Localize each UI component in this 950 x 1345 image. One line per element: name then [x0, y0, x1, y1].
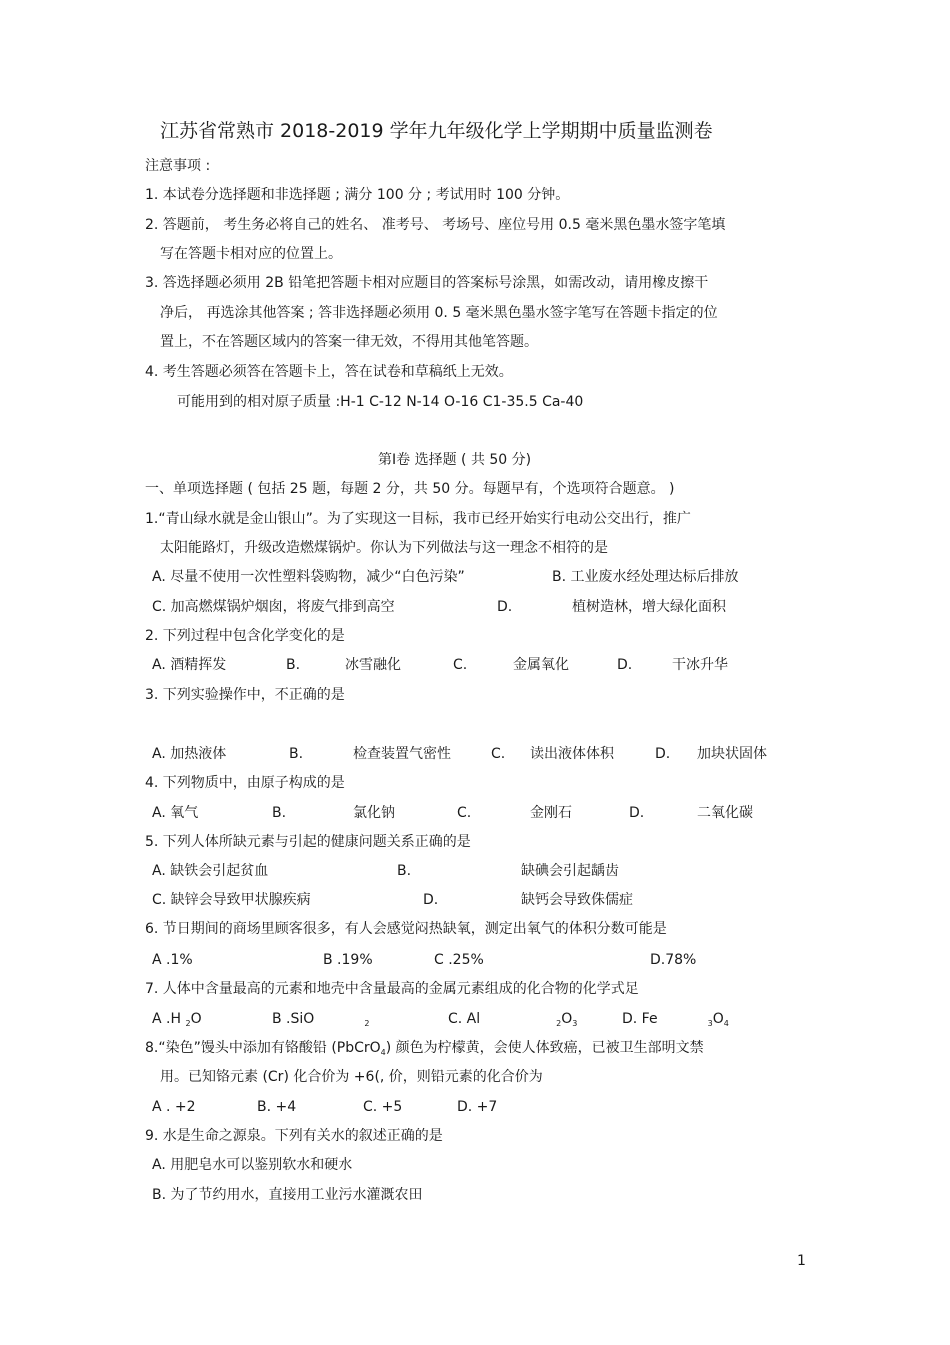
q5-option-a: A. 缺铁会引起贫血	[152, 863, 269, 879]
q2-option-c-label: C.	[453, 657, 468, 673]
q7-option-d	[622, 1010, 729, 1030]
q7-d-text: D. Fe	[622, 1011, 658, 1027]
q5-option-b-label: B.	[397, 863, 412, 879]
q3-option-a: A. 加热液体	[152, 746, 227, 762]
q3-option-d-text: 加块状固体	[697, 746, 767, 762]
q7-d-subscript-2: 4	[723, 1019, 729, 1028]
q1-option-a: A. 尽量不使用一次性塑料袋购物，减少“白色污染”	[152, 569, 465, 585]
q5-stem: 5. 下列人体所缺元素与引起的健康问题关系正确的是	[145, 834, 471, 850]
page-title: 江苏省常熟市 2018-2019 学年九年级化学上学期期中质量监测卷	[160, 120, 713, 142]
q6-stem: 6. 节日期间的商场里顾客很多，有人会感觉闷热缺氧，测定出氧气的体积分数可能是	[145, 921, 667, 937]
q8-stem-text: 8.“染色”馒头中添加有铬酸铅 (PbCrO	[145, 1040, 381, 1056]
q9-stem: 9. 水是生命之源泉。下列有关水的叙述正确的是	[145, 1128, 443, 1144]
q4-option-a: A. 氧气	[152, 805, 199, 821]
q8-stem-text-tail: ) 颜色为柠檬黄，会使人体致癌，已被卫生部明文禁	[385, 1040, 704, 1056]
q5-option-d-label: D.	[423, 892, 439, 908]
page-number: 1	[797, 1253, 806, 1269]
q6-option-c: C .25%	[434, 952, 484, 968]
q7-a-text-tail: O	[190, 1011, 202, 1027]
q3-option-d-label: D.	[655, 746, 671, 762]
q5-option-b-text: 缺碘会引起龋齿	[521, 863, 619, 879]
q2-option-d-text: 干冰升华	[672, 657, 728, 673]
q4-option-d-label: D.	[629, 805, 645, 821]
q4-option-b-label: B.	[272, 805, 287, 821]
q7-option-c	[448, 1010, 577, 1030]
notice-item-1: 1. 本试卷分选择题和非选择题 ; 满分 100 分 ; 考试用时 100 分钟。	[145, 187, 570, 203]
q8-stem-line-1	[145, 1039, 704, 1059]
notice-item-3-line-2: 净后， 再选涂其他答案 ; 答非选择题必须用 0. 5 毫米黑色墨水签字笔写在答题卡指定的位	[160, 305, 718, 321]
q2-option-b-label: B.	[286, 657, 301, 673]
notice-item-3-line-3: 置上，不在答题区域内的答案一律无效，不得用其他笔答题。	[160, 334, 538, 350]
q7-b-text: B .SiO	[272, 1011, 315, 1027]
q7-b-subscript: 2	[364, 1019, 370, 1028]
q7-option-b	[272, 1010, 369, 1030]
q7-option-a	[152, 1010, 202, 1030]
q7-d-text-tail: O	[712, 1011, 724, 1027]
q4-option-d-text: 二氧化碳	[697, 805, 753, 821]
q4-stem: 4. 下列物质中，由原子构成的是	[145, 775, 345, 791]
q6-option-d: D.78%	[650, 952, 697, 968]
q5-option-d-text: 缺钙会导致侏儒症	[521, 892, 633, 908]
q2-option-a: A. 酒精挥发	[152, 657, 227, 673]
q7-c-subscript-2: 3	[572, 1019, 578, 1028]
notice-item-2-line-2: 写在答题卡相对应的位置上。	[160, 246, 342, 262]
q1-option-c: C. 加高燃煤锅炉烟囱，将废气排到高空	[152, 599, 395, 615]
q6-option-a: A .1%	[152, 952, 193, 968]
q8-option-a: A . +2	[152, 1099, 196, 1115]
q3-stem: 3. 下列实验操作中，不正确的是	[145, 687, 345, 703]
q4-option-c-text: 金刚石	[530, 805, 572, 821]
q1-stem-line-2: 太阳能路灯，升级改造燃煤锅炉。你认为下列做法与这一理念不相符的是	[160, 540, 608, 556]
q2-stem: 2. 下列过程中包含化学变化的是	[145, 628, 345, 644]
q5-option-c: C. 缺锌会导致甲状腺疾病	[152, 892, 311, 908]
notice-item-4: 4. 考生答题必须答在答题卡上，答在试卷和草稿纸上无效。	[145, 364, 513, 380]
q3-option-c-label: C.	[491, 746, 506, 762]
q3-option-b-text: 检查装置气密性	[353, 746, 451, 762]
q4-option-b-text: 氯化钠	[353, 805, 395, 821]
q8-stem-subscript: 4	[380, 1048, 386, 1057]
q7-a-subscript: 2	[185, 1019, 191, 1028]
q8-option-b: B. +4	[257, 1099, 297, 1115]
q7-stem: 7. 人体中含量最高的元素和地壳中含量最高的金属元素组成的化合物的化学式足	[145, 981, 639, 997]
q3-option-c-text: 读出液体体积	[530, 746, 614, 762]
atomic-mass-line: 可能用到的相对原子质量 :H-1 C-12 N-14 O-16 C1-35.5 Ca-40	[177, 394, 584, 410]
q1-option-d-text: 植树造林，增大绿化面积	[572, 599, 726, 615]
q8-option-d: D. +7	[457, 1099, 498, 1115]
q2-option-b-text: 冰雪融化	[345, 657, 401, 673]
q6-option-b: B .19%	[323, 952, 373, 968]
notice-item-3-line-1: 3. 答选择题必须用 2B 铅笔把答题卡相对应题目的答案标号涂黑，如需改动，请用橡皮擦干	[145, 275, 709, 291]
q7-c-text: C. Al	[448, 1011, 481, 1027]
q2-option-c-text: 金属氧化	[513, 657, 569, 673]
q1-stem-line-1: 1.“青山绿水就是金山银山”。为了实现这一目标，我市已经开始实行电动公交出行，推广	[145, 511, 691, 527]
section-instruction: 一、单项选择题 ( 包括 25 题，每题 2 分，共 50 分。每题早有，个选项符合题意。 )	[145, 481, 675, 497]
notice-heading: 注意事项 :	[145, 158, 211, 174]
q2-option-d-label: D.	[617, 657, 633, 673]
q8-stem-line-2: 用。已知铬元素 (Cr) 化合价为 +6(, 价，则铅元素的化合价为	[160, 1069, 543, 1085]
q1-option-d-label: D.	[497, 599, 513, 615]
q9-option-b: B. 为了节约用水，直接用工业污水灌溉农田	[152, 1187, 423, 1203]
q3-option-b-label: B.	[289, 746, 304, 762]
q7-a-text: A .H	[152, 1011, 182, 1027]
q7-d-subscript-1: 3	[707, 1019, 713, 1028]
q1-option-b: B. 工业废水经处理达标后排放	[552, 569, 739, 585]
q9-option-a: A. 用肥皂水可以鉴别软水和硬水	[152, 1157, 353, 1173]
notice-item-2-line-1: 2. 答题前， 考生务必将自己的姓名、 准考号、 考场号、座位号用 0.5 毫米黑色墨水签字笔填	[145, 217, 726, 233]
q8-option-c: C. +5	[363, 1099, 403, 1115]
q7-c-text-tail: O	[561, 1011, 573, 1027]
section-header: 第Ⅰ卷 选择题 ( 共 50 分)	[378, 452, 532, 468]
q4-option-c-label: C.	[457, 805, 472, 821]
q7-c-subscript-1: 2	[556, 1019, 562, 1028]
